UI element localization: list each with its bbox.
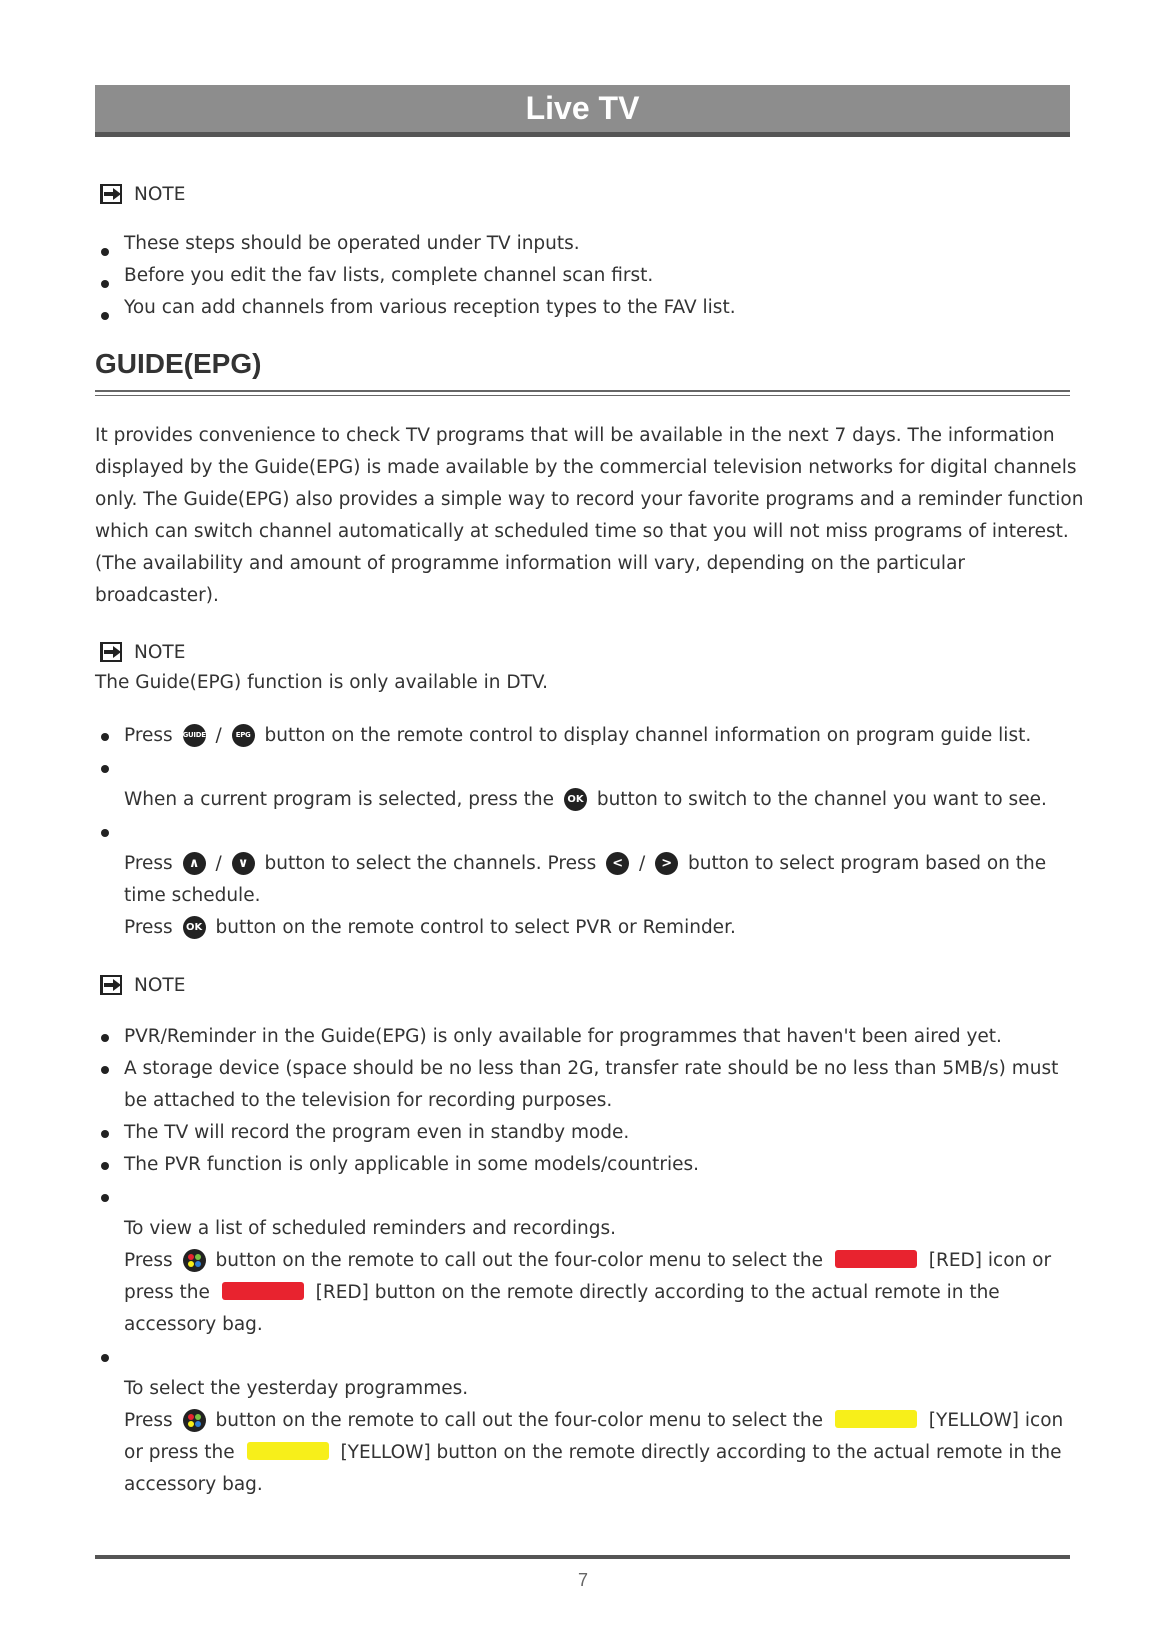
yellow-line: accessory bag.: [124, 1474, 263, 1495]
ok-button-icon: OK: [183, 916, 206, 939]
intro-line: broadcaster).: [95, 585, 219, 606]
section-divider: [95, 390, 1070, 396]
note-arrow-icon: [100, 975, 122, 995]
four-color-button-icon: [183, 1249, 206, 1272]
page-header-title: Live TV: [525, 90, 640, 126]
bullet: [101, 280, 109, 288]
footer-divider: [95, 1555, 1070, 1559]
bullet: [101, 1194, 109, 1202]
step-line: Press GUIDE / EPG button on the remote control to display channel information on program guide list.: [124, 725, 1032, 746]
list-item: A storage device (space should be no less than 2G, transfer rate should be no less than 5MB/s) must: [124, 1058, 1059, 1079]
left-arrow-button-icon: <: [606, 852, 629, 875]
guide-button-icon: GUIDE: [183, 724, 206, 747]
bullet: [101, 1162, 109, 1170]
bullet: [101, 1034, 109, 1042]
bullet: [101, 1354, 109, 1362]
step-line: When a current program is selected, press the OK button to switch to the channel you want to see.: [124, 789, 1047, 810]
note-heading: [100, 969, 185, 1001]
list-item: You can add channels from various reception types to the FAV list.: [124, 297, 736, 318]
bullet: [101, 765, 109, 773]
epg-note-text: The Guide(EPG) function is only available in DTV.: [95, 672, 549, 693]
page-header-banner: [95, 85, 1070, 137]
list-item-continued: be attached to the television for recording purposes.: [124, 1090, 613, 1111]
bullet: [101, 248, 109, 256]
step-line: Press OK button on the remote control to select PVR or Reminder.: [124, 917, 736, 938]
bullet: [101, 829, 109, 837]
note-arrow-icon: [100, 184, 122, 204]
note-label: NOTE: [134, 183, 186, 205]
note-label: NOTE: [134, 641, 186, 663]
note-arrow-icon: [100, 642, 122, 662]
red-line: Press button on the remote to call out the four-color menu to select the [RED] icon or: [124, 1250, 1052, 1271]
note-label: NOTE: [134, 974, 186, 996]
yellow-line: Press button on the remote to call out the four-color menu to select the [YELLOW] icon: [124, 1410, 1064, 1431]
list-item: The TV will record the program even in standby mode.: [124, 1122, 630, 1143]
step-line: Press ∧ / ∨ button to select the channels. Press < / > button to select program based on the: [124, 853, 1047, 874]
intro-line: (The availability and amount of programme information will vary, depending on the particular: [95, 553, 966, 574]
epg-button-icon: EPG: [232, 724, 255, 747]
yellow-line: or press the [YELLOW] button on the remote directly according to the actual remote in the: [124, 1442, 1062, 1463]
red-line: press the [RED] button on the remote directly according to the actual remote in the: [124, 1282, 1000, 1303]
bullet: [101, 312, 109, 320]
list-item: The PVR function is only applicable in some models/countries.: [124, 1154, 700, 1175]
down-arrow-button-icon: ∨: [232, 852, 255, 875]
red-line: accessory bag.: [124, 1314, 263, 1335]
up-arrow-button-icon: ∧: [183, 852, 206, 875]
red-button-icon: [222, 1282, 304, 1300]
bullet: [101, 1066, 109, 1074]
red-button-icon: [835, 1250, 917, 1268]
list-item: These steps should be operated under TV inputs.: [124, 233, 580, 254]
red-intro: To view a list of scheduled reminders and recordings.: [124, 1218, 616, 1239]
yellow-intro: To select the yesterday programmes.: [124, 1378, 469, 1399]
yellow-button-icon: [247, 1442, 329, 1460]
yellow-button-icon: [835, 1410, 917, 1428]
note-heading: [100, 178, 185, 210]
intro-line: only. The Guide(EPG) also provides a simple way to record your favorite programs and a reminder function: [95, 489, 1084, 510]
right-arrow-button-icon: >: [655, 852, 678, 875]
list-item: Before you edit the fav lists, complete channel scan first.: [124, 265, 654, 286]
ok-button-icon: OK: [564, 788, 587, 811]
bullet: [101, 733, 109, 741]
step-line: time schedule.: [124, 885, 261, 906]
section-title: GUIDE(EPG): [95, 348, 262, 379]
intro-line: displayed by the Guide(EPG) is made available by the commercial television networks for digital channels: [95, 457, 1077, 478]
intro-line: It provides convenience to check TV programs that will be available in the next 7 days. The information: [95, 425, 1055, 446]
intro-line: which can switch channel automatically at scheduled time so that you will not miss programs of interest.: [95, 521, 1069, 542]
note-heading: [100, 636, 185, 668]
bullet: [101, 1130, 109, 1138]
four-color-button-icon: [183, 1409, 206, 1432]
page-number: 7: [577, 1570, 588, 1590]
list-item: PVR/Reminder in the Guide(EPG) is only available for programmes that haven't been aired yet.: [124, 1026, 1002, 1047]
